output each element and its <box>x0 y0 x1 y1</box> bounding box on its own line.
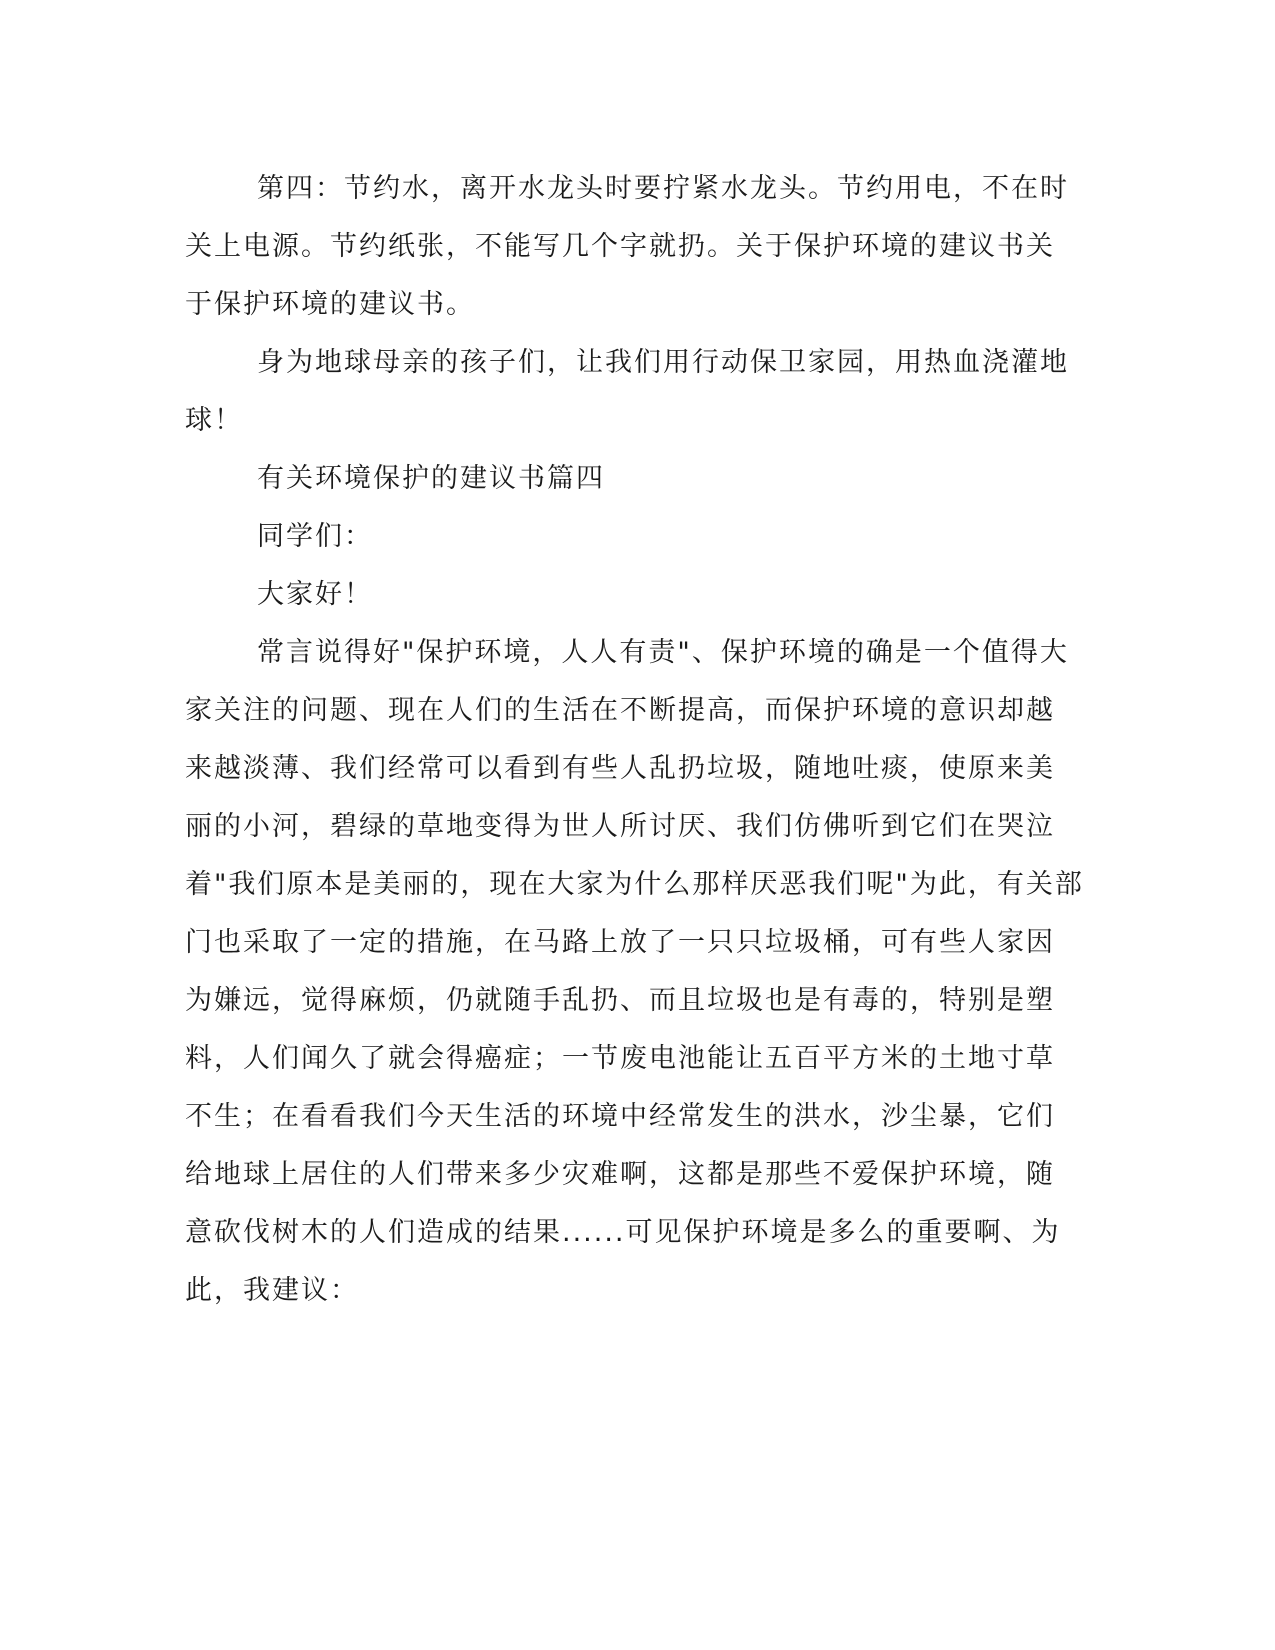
greeting: 大家好！ <box>257 579 373 610</box>
text-line: 意砍伐树木的人们造成的结果......可见保护环境是多么的重要啊、为 <box>185 1217 1061 1248</box>
text-line: 此，我建议： <box>185 1275 359 1306</box>
text-line: 不生；在看看我们今天生活的环境中经常发生的洪水，沙尘暴，它们 <box>185 1101 1055 1132</box>
text-line: 门也采取了一定的措施，在马路上放了一只只垃圾桶，可有些人家因 <box>185 927 1055 958</box>
text-line: 丽的小河，碧绿的草地变得为世人所讨厌、我们仿佛听到它们在哭泣 <box>185 811 1055 842</box>
document-body <box>185 160 1084 1320</box>
text-line: 为嫌远，觉得麻烦，仍就随手乱扔、而且垃圾也是有毒的，特别是塑 <box>185 985 1055 1016</box>
text-line: 身为地球母亲的孩子们，让我们用行动保卫家园，用热血浇灌地 <box>257 347 1069 378</box>
section-heading: 有关环境保护的建议书篇四 <box>257 463 605 494</box>
salutation: 同学们： <box>257 521 373 552</box>
text-line: 家关注的问题、现在人们的生活在不断提高，而保护环境的意识却越 <box>185 695 1055 726</box>
text-line: 球！ <box>185 405 243 436</box>
text-line: 料，人们闻久了就会得癌症；一节废电池能让五百平方米的土地寸草 <box>185 1043 1055 1074</box>
text-line: 来越淡薄、我们经常可以看到有些人乱扔垃圾，随地吐痰，使原来美 <box>185 753 1055 784</box>
text-line: 于保护环境的建议书。 <box>185 289 475 320</box>
text-line: 着"我们原本是美丽的，现在大家为什么那样厌恶我们呢"为此，有关部 <box>185 869 1084 900</box>
text-line: 常言说得好"保护环境，人人有责"、保护环境的确是一个值得大 <box>257 637 1069 668</box>
text-line: 给地球上居住的人们带来多少灾难啊，这都是那些不爱保护环境，随 <box>185 1159 1055 1190</box>
text-line: 第四：节约水，离开水龙头时要拧紧水龙头。节约用电，不在时 <box>257 173 1069 204</box>
text-line: 关上电源。节约纸张，不能写几个字就扔。关于保护环境的建议书关 <box>185 231 1055 262</box>
